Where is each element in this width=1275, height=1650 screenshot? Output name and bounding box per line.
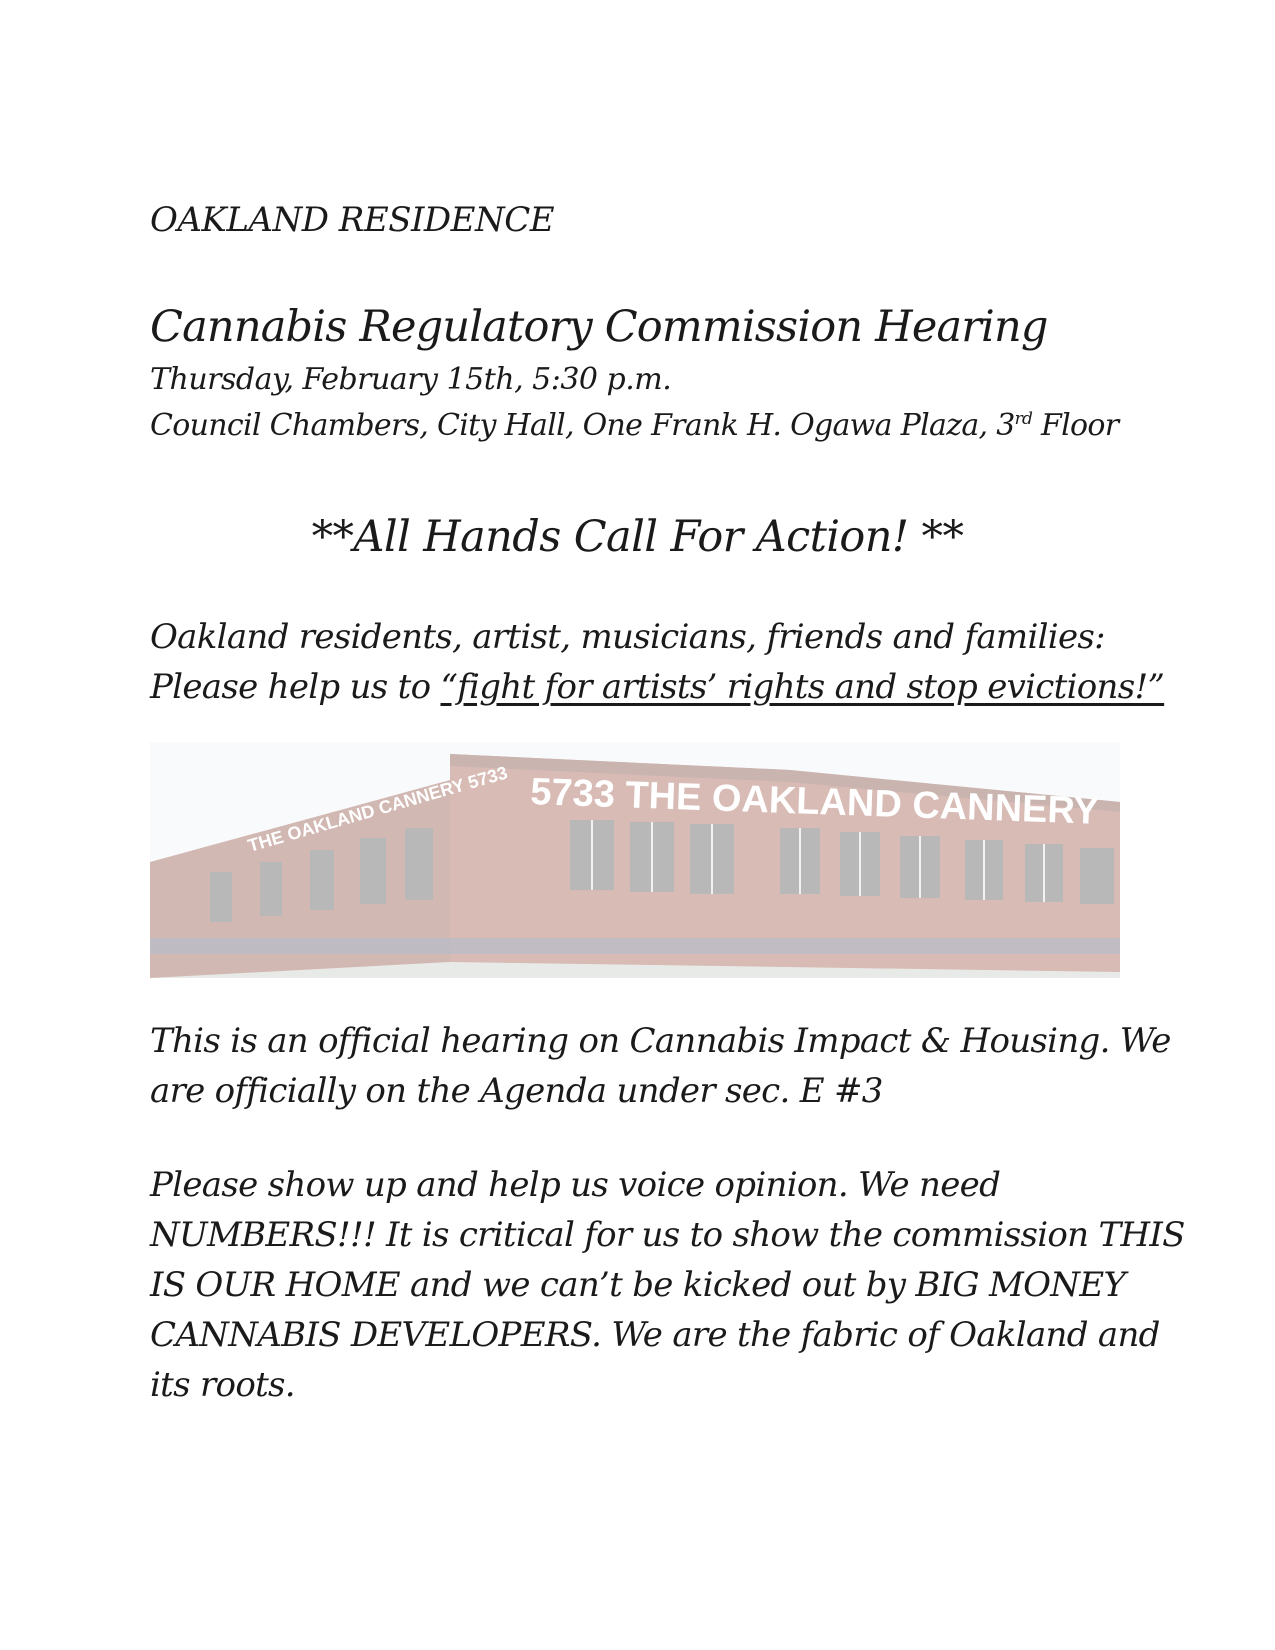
show-up-line-5: its roots.: [150, 1365, 295, 1405]
hearing-date-time: Thursday, February 15th, 5:30 p.m.: [150, 362, 672, 397]
intro-underlined-slogan: “fight for artists’ rights and stop evictions!”: [440, 667, 1165, 707]
cannery-sign-text: 5733 THE OAKLAND CANNERY: [529, 771, 1100, 833]
organization-heading: OAKLAND RESIDENCE: [150, 200, 555, 240]
hearing-info-line-1: This is an official hearing on Cannabis Impact & Housing. We: [150, 1021, 1171, 1061]
hearing-location-ordinal: rd: [1014, 409, 1033, 429]
show-up-line-3: IS OUR HOME and we can’t be kicked out by BIG MONEY: [150, 1265, 1126, 1305]
call-to-action-heading: **All Hands Call For Action! **: [311, 512, 964, 562]
hearing-title: Cannabis Regulatory Commission Hearing: [150, 302, 1048, 352]
hearing-location-tail: Floor: [1032, 408, 1119, 443]
intro-line-1: Oakland residents, artist, musicians, friends and families:: [150, 617, 1105, 657]
show-up-paragraph: [150, 1160, 1185, 1410]
show-up-line-4: CANNABIS DEVELOPERS. We are the fabric of Oakland and: [150, 1315, 1160, 1355]
show-up-line-2: NUMBERS!!! It is critical for us to show the commission THIS: [150, 1215, 1185, 1255]
cannery-side-sign-text: THE OAKLAND CANNERY 5733: [245, 762, 510, 856]
cannery-building-photo: [150, 742, 1120, 978]
hearing-info-line-2: are officially on the Agenda under sec. E #3: [150, 1071, 883, 1111]
show-up-line-1: Please show up and help us voice opinion. We need: [150, 1165, 1001, 1205]
intro-paragraph: [150, 612, 1164, 712]
hearing-info-paragraph: [150, 1016, 1171, 1116]
hearing-location: [150, 408, 1118, 443]
intro-line-2-prefix: Please help us to: [150, 667, 441, 707]
hearing-location-main: Council Chambers, City Hall, One Frank H. Ogawa Plaza, 3: [150, 408, 1015, 443]
intro-line-2: [150, 662, 1164, 712]
